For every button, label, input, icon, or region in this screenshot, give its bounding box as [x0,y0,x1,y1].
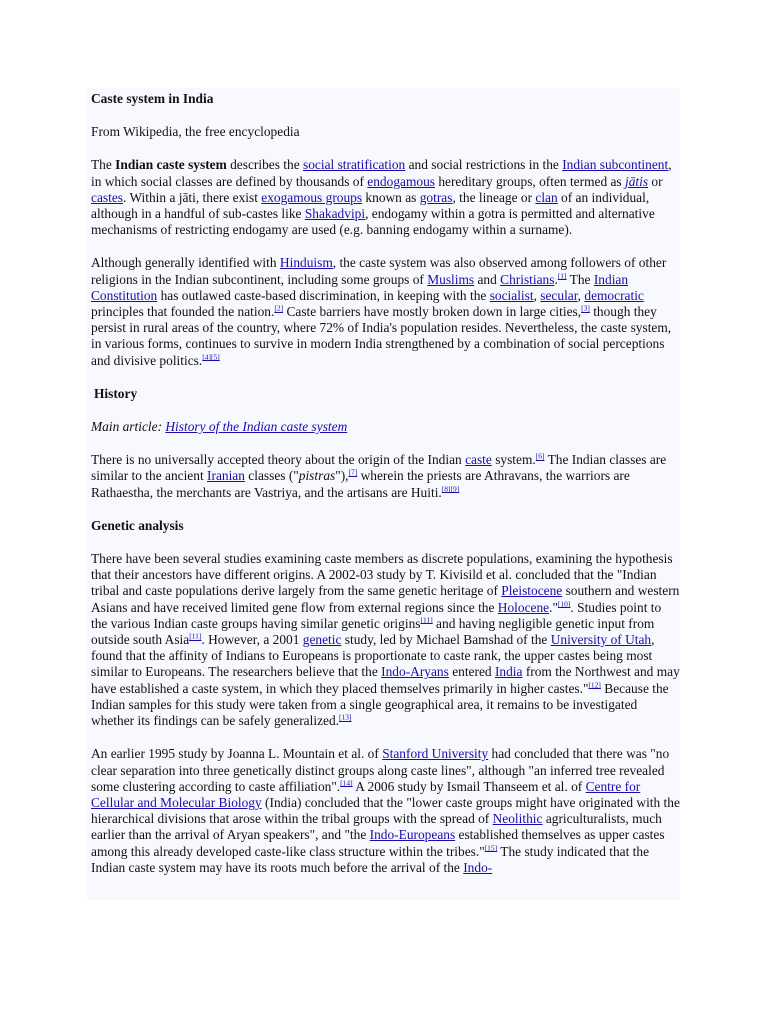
link-endogamous[interactable]: endogamous [367,173,435,189]
intro-paragraph [91,157,680,238]
text: An earlier 1995 study by Joanna L. Mountain et al. of [91,746,383,762]
text: , the caste system was also observed among followers of other religions in the Indian subcontinent, including some groups of [91,255,667,287]
citation-link[interactable]: [12] [588,680,601,690]
text: system. [491,452,536,468]
text: Caste barriers have mostly broken down in large cities, [283,304,582,320]
link-iranian[interactable]: Iranian [207,468,245,484]
text: had concluded that there was "no clear separation into three genetically distinct groups along caste lines", although "an inferred tree revealed some clustering according to caste affiliation". [91,746,670,794]
link-stanford-university[interactable]: Stanford University [382,746,489,762]
citation-link[interactable]: [7] [348,467,358,477]
link-social-stratification[interactable]: social stratification [303,157,406,173]
text: The study indicated that the Indian caste system may have its roots much before the arrival of the [91,843,650,875]
text: study, led by Michael Bamshad of the [341,632,551,648]
text: "), [335,468,349,484]
link-shakadvipi[interactable]: Shakadvipi [304,206,366,222]
citation-link[interactable]: [4] [202,352,211,362]
citation-link[interactable]: [5] [210,352,220,362]
citation-link[interactable]: [8] [441,484,451,494]
citation-link[interactable]: [14] [340,778,353,788]
text: hereditary groups, often termed as [434,173,625,189]
citation-link[interactable]: [6] [535,451,545,461]
link-indo-europeans[interactable]: Indo-Europeans [369,827,456,843]
link-castes[interactable]: castes [91,189,123,205]
text: agriculturalists, much earlier than the arrival of Aryan speakers", and "the [91,811,662,843]
text: , the lineage or [452,189,536,205]
citation-link[interactable]: [3] [581,303,590,313]
link-christians[interactable]: Christians [500,271,555,287]
link-caste[interactable]: caste [465,452,492,468]
text: The Indian classes are similar to the ancient [91,452,667,484]
text: established themselves as upper castes among this already developed caste-like class structure within the tribes." [91,827,665,859]
citation-link[interactable]: [10] [557,599,571,609]
bold-term: Indian caste system [115,157,227,173]
text: There have been several studies examining caste members as discrete populations, examining the hypothesis that their ancestors have different origins. A 2002-03 study by T. Kivisild et al. concluded that the "Indian tribal and caste populations derive largely from the same genetic heritage of [91,551,673,599]
link-neolithic[interactable]: Neolithic [492,811,543,827]
text: and having negligible genetic input from outside south Asia [91,615,655,648]
text: A 2006 study by Ismail Thanseem et al. of [352,778,586,794]
text: ." [549,599,558,615]
citation-link[interactable]: [13] [339,712,352,722]
link-gotras[interactable]: gotras [419,189,453,205]
citation-link[interactable]: [11] [189,631,202,641]
link-india[interactable]: India [494,664,523,680]
main-article-label: Main article: [91,419,166,435]
text: of an individual, although in a handful of sub-castes like [91,189,650,222]
text: , [533,287,541,303]
text: , endogamy within a gotra is permitted and alternative mechanisms of restricting endogamy are used (e.g. banning endogamy within a surname). [91,206,655,238]
text: southern and western Asians and have received limited gene flow from external regions since the [91,583,680,615]
link-ccmb[interactable]: Centre for Cellular and Molecular Biology [91,778,641,810]
text: has outlawed caste-based discrimination, in keeping with the [157,287,490,303]
text: and [474,271,501,287]
link-pleistocene[interactable]: Pleistocene [501,583,563,599]
citation-link[interactable]: [15] [484,843,498,853]
history-paragraph [91,452,680,501]
text: Because the Indian samples for this study were taken from a single geographical area, it remains to be investigated whether its findings can be safely generalized. [91,680,669,729]
link-hinduism[interactable]: Hinduism [279,255,333,271]
text: principles that founded the nation. [91,304,275,320]
religion-paragraph [91,255,680,368]
text: , [577,287,585,303]
link-university-of-utah[interactable]: University of Utah [550,632,652,648]
link-genetic[interactable]: genetic [302,632,342,648]
text: , in which social classes are defined by thousands of [91,157,672,189]
link-socialist[interactable]: socialist [489,287,534,303]
text: . Within a jāti, there exist [122,189,262,205]
text: . However, a 2001 [201,632,303,648]
article-title: Caste system in India [91,91,214,106]
text: known as [362,189,420,205]
text: and social restrictions in the [405,157,563,173]
section-heading-history: History [94,385,138,401]
mountain-study-paragraph [91,746,680,876]
link-muslims[interactable]: Muslims [427,271,475,287]
section-heading-genetic-analysis: Genetic analysis [91,517,184,533]
link-indian-subcontinent[interactable]: Indian subcontinent [562,157,669,173]
text: The [91,157,116,173]
italic-term: pistras [298,468,336,484]
text: There is no universally accepted theory about the origin of the Indian [91,452,466,468]
text: classes (" [244,468,299,484]
citation-link[interactable]: [9] [450,484,460,494]
text: or [648,173,663,189]
link-history-of-indian-caste-system[interactable]: History of the Indian caste system [165,419,348,435]
citation-link[interactable]: [1] [557,271,567,281]
link-clan[interactable]: clan [535,189,558,205]
link-indo[interactable]: Indo- [463,859,493,875]
article-panel [87,88,680,900]
citation-link[interactable]: [2] [274,303,284,313]
genetic-paragraph [91,551,680,729]
article-source-line: From Wikipedia, the free encyclopedia [91,124,300,140]
link-holocene[interactable]: Holocene [497,599,550,615]
citation-link[interactable]: [11] [420,615,433,625]
link-democratic[interactable]: democratic [584,287,644,303]
text: . [554,271,558,287]
main-article-note [91,419,680,435]
link-jatis[interactable]: jātis [625,173,649,189]
text: The [566,271,594,287]
link-secular[interactable]: secular [540,287,578,303]
text: wherein the priests are Athravans, the warriors are Rathaestha, the merchants are Vastriya, and the artisans are Huiti. [91,468,630,500]
text: describes the [226,157,303,173]
text: , found that the affinity of Indians to Europeans is proportionate to caste rank, the upper castes being most similar to Europeans. The researchers believe that the [91,632,655,680]
text: from the Northwest and may have established a caste system, in which they placed themselves primarily in higher castes." [91,664,680,696]
link-indo-aryans[interactable]: Indo-Aryans [381,664,449,680]
link-exogamous-groups[interactable]: exogamous groups [261,189,363,205]
text: though they persist in rural areas of the country, where 72% of India's population resides. Nevertheless, the caste system, in various forms, continues to survive in modern India strengthened by a combination of social perceptions and divisive politics. [91,304,672,368]
text: . Studies point to the various Indian caste groups having similar genetic origins [91,599,662,631]
text: Although generally identified with [91,255,280,271]
text: entered [448,664,495,680]
link-indian-constitution[interactable]: Indian Constitution [91,271,629,303]
text: (India) concluded that the "lower caste groups might have originated with the hierarchical divisions that arose within the tribal groups with the spread of [91,794,680,827]
